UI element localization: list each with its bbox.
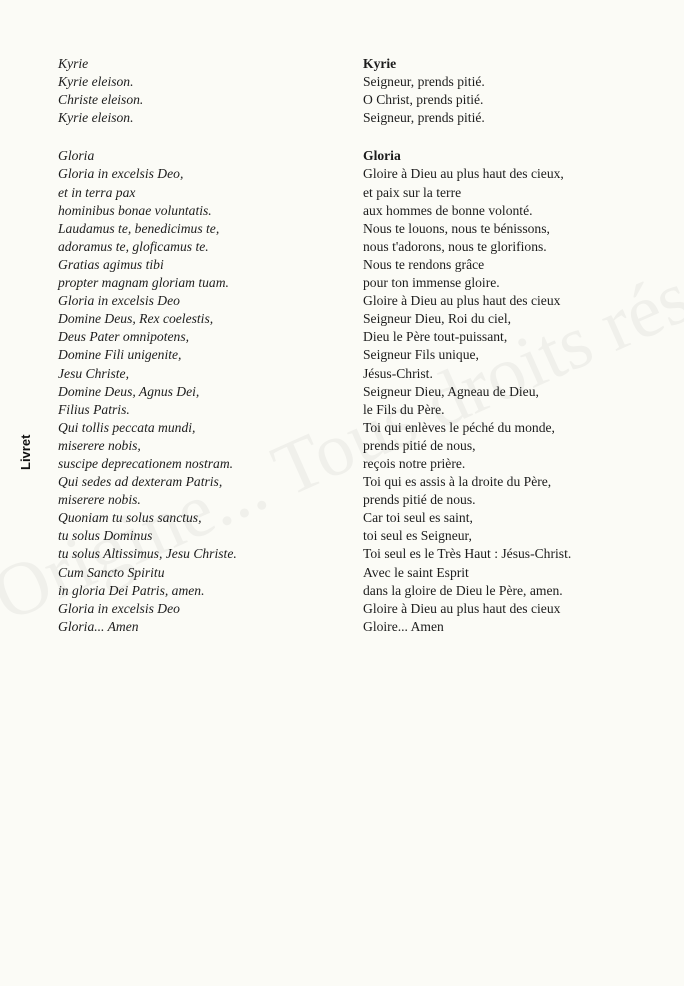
text-line: suscipe deprecationem nostram. (58, 455, 234, 471)
text-line: Gloria in excelsis Deo (58, 600, 180, 616)
side-label-livret: Livret (18, 434, 33, 470)
text-line: Nous te rendons grâce (363, 256, 485, 272)
text-line: O Christ, prends pitié. (363, 92, 484, 108)
text-line: Gloire à Dieu au plus haut des cieux (363, 293, 561, 309)
text-line: dans la gloire de Dieu le Père, amen. (363, 582, 563, 598)
section-title: Kyrie (363, 56, 397, 71)
text-line: Nous te louons, nous te bénissons, (363, 220, 550, 236)
text-line: Jésus-Christ. (363, 365, 433, 381)
text-line: Quoniam tu solus sanctus, (58, 510, 202, 526)
text-line: Qui sedes ad dexteram Patris, (58, 474, 223, 490)
section-title: Gloria (58, 148, 95, 164)
text-line: tu solus Altissimus, Jesu Christe. (58, 546, 237, 562)
text-line: prends pitié de nous, (363, 437, 476, 453)
french-section-kyrie (363, 55, 663, 127)
latin-section-kyrie (58, 55, 348, 127)
text-line: Jesu Christe, (58, 365, 129, 381)
text-line: toi seul es Seigneur, (363, 528, 472, 544)
text-line: Seigneur Fils unique, (363, 347, 479, 363)
text-line: Filius Patris. (58, 401, 130, 417)
text-line: Gloria in excelsis Deo (58, 293, 180, 309)
text-line: Seigneur, prends pitié. (363, 74, 485, 90)
text-line: aux hommes de bonne volonté. (363, 202, 533, 218)
text-line: Seigneur Dieu, Roi du ciel, (363, 311, 511, 327)
french-section-gloria (363, 147, 663, 636)
text-line: Qui tollis peccata mundi, (58, 419, 196, 435)
text-line: et in terra pax (58, 184, 136, 200)
text-line: Avec le saint Esprit (363, 564, 469, 580)
text-line: le Fils du Père. (363, 401, 445, 417)
section-title: Kyrie (58, 56, 89, 71)
text-line: adoramus te, gloficamus te. (58, 238, 209, 254)
text-line: nous t'adorons, nous te glorifions. (363, 238, 547, 254)
text-line: miserere nobis, (58, 437, 141, 453)
text-line: Seigneur Dieu, Agneau de Dieu, (363, 383, 539, 399)
text-line: Laudamus te, benedicimus te, (58, 220, 220, 236)
section-title: Gloria (363, 148, 401, 164)
text-line: Gloire à Dieu au plus haut des cieux, (363, 166, 564, 182)
text-line: in gloria Dei Patris, amen. (58, 582, 205, 598)
text-line: tu solus Dominus (58, 528, 153, 544)
text-line: Gloire... Amen (363, 618, 444, 634)
text-line: pour ton immense gloire. (363, 275, 500, 291)
text-line: Gloria... Amen (58, 618, 139, 634)
text-line: Toi qui es assis à la droite du Père, (363, 474, 552, 490)
text-line: miserere nobis. (58, 492, 141, 508)
text-line: Seigneur, prends pitié. (363, 110, 485, 126)
text-line: Domine Deus, Rex coelestis, (58, 311, 214, 327)
text-line: Kyrie eleison. (58, 110, 134, 126)
latin-section-gloria (58, 147, 348, 636)
text-line: Toi qui enlèves le péché du monde, (363, 419, 555, 435)
text-line: Domine Deus, Agnus Dei, (58, 383, 200, 399)
text-line: Dieu le Père tout-puissant, (363, 329, 508, 345)
latin-column (58, 55, 348, 656)
text-line: Christe eleison. (58, 92, 144, 108)
text-line: Kyrie eleison. (58, 74, 134, 90)
text-line: Gloria in excelsis Deo, (58, 166, 184, 182)
text-line: reçois notre prière. (363, 455, 466, 471)
text-line: Cum Sancto Spiritu (58, 564, 165, 580)
text-line: hominibus bonae voluntatis. (58, 202, 212, 218)
text-line: et paix sur la terre (363, 184, 462, 200)
text-line: Deus Pater omnipotens, (58, 329, 190, 345)
text-line: Gratias agimus tibi (58, 256, 164, 272)
text-line: Toi seul es le Très Haut : Jésus-Christ. (363, 546, 572, 562)
text-line: prends pitié de nous. (363, 492, 476, 508)
text-line: Car toi seul es saint, (363, 510, 473, 526)
text-line: propter magnam gloriam tuam. (58, 275, 229, 291)
text-line: Domine Fili unigenite, (58, 347, 182, 363)
french-column (363, 55, 663, 656)
text-line: Gloire à Dieu au plus haut des cieux (363, 600, 561, 616)
